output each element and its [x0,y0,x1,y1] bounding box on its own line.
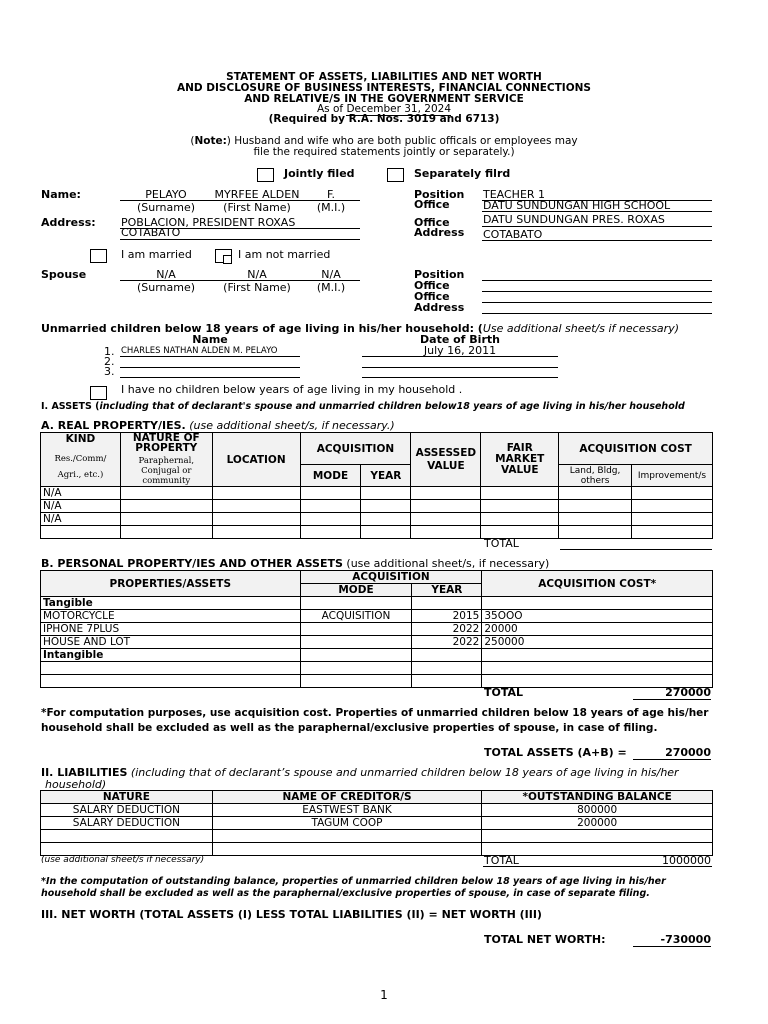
page-number: 1 [380,988,388,1002]
fair-cell[interactable] [481,513,559,526]
address-line1: POBLACION, PRESIDENT ROXAS [121,216,296,229]
assessed-cell[interactable] [411,487,481,500]
office-label: Office [414,198,450,211]
nature-cell[interactable]: SALARY DEDUCTION [41,817,213,830]
net-worth-title: III. NET WORTH (TOTAL ASSETS (I) LESS TOTAL LIABILITIES (II) = NET WORTH (III) [41,908,542,921]
year-cell[interactable] [412,675,482,688]
land-cell[interactable] [559,526,632,539]
spouse-position-label: Position [414,268,465,281]
jointly-filed-checkbox[interactable] [257,168,274,182]
nature-header [120,433,212,487]
pp-total-label: TOTAL [484,686,524,699]
note-line: (Note:) Husband and wife who are both public officals or employees may [190,135,578,147]
year-cell[interactable]: 2022 [412,636,482,649]
not-married-label: I am not married [238,248,331,261]
empty-cell [300,597,412,610]
improvement-header: Improvement/s [631,465,712,487]
spouse-position-underline [482,280,712,281]
balance-cell[interactable]: 800000 [482,804,713,817]
first-name-value: MYRFEE ALDEN [214,188,300,201]
improvement-cell[interactable] [631,487,712,500]
separately-filed-checkbox[interactable] [387,168,404,182]
table-row [41,636,713,649]
spouse-surname-caption: (Surname) [136,281,196,294]
table-row [41,623,713,636]
location-header: LOCATION [212,433,300,487]
child-name-underline2 [120,367,300,368]
personal-property-title-text: B. PERSONAL PROPERTY/IES AND OTHER ASSETS [41,557,343,570]
table-row [41,843,713,856]
spouse-first-name-caption: (First Name) [223,281,291,294]
spouse-first-name: N/A [247,268,267,281]
table-row [41,500,713,513]
form-title-line3: AND RELATIVE/S IN THE GOVERNMENT SERVICE [244,93,524,105]
assets-title [41,401,685,412]
child-dob-underline1 [362,356,558,357]
name-label: Name: [41,188,81,201]
improvement-cell[interactable] [631,513,712,526]
spouse-label: Spouse [41,268,87,281]
nature-cell[interactable] [120,526,212,539]
table-row [41,675,713,688]
nature-header-sub: Paraphernal, Conjugal or community [138,456,195,486]
child-name-underline1 [120,356,300,357]
form-title-line2: AND DISCLOSURE OF BUSINESS INTERESTS, FINANCIAL CONNECTIONS [177,82,591,94]
real-property-title [41,419,395,432]
real-property-title-text: A. REAL PROPERTY/IES. [41,419,186,432]
kind-cell[interactable] [41,526,121,539]
child-dob: July 16, 2011 [423,344,497,357]
married-checkbox[interactable] [90,249,107,263]
year-cell[interactable] [412,662,482,675]
properties-header: PROPERTIES/ASSETS [41,571,301,597]
fair-market-value-header: FAIR MARKET VALUE [481,433,559,487]
tangible-label: Tangible [41,597,301,610]
note-text: Husband and wife who are both public officals or employees may [230,135,578,147]
mode-cell[interactable] [300,662,412,675]
pp-year-header: YEAR [412,584,482,597]
assets-title-note: including that of declarant's spouse and unmarried children below18 years of age living in his/her household [99,401,685,412]
assessed-cell[interactable] [411,526,481,539]
pp-cost-header: ACQUISITION COST* [482,571,713,597]
nature-cell[interactable] [120,487,212,500]
nature-header: NATURE [41,791,213,804]
location-cell[interactable] [212,487,300,500]
liabilities-additional-note: (use additional sheet/s if necessary) [41,855,205,865]
empty-cell [300,649,412,662]
kind-cell[interactable]: N/A [41,500,121,513]
location-cell[interactable] [212,500,300,513]
creditor-cell[interactable] [212,843,482,856]
not-married-check-mark [223,255,232,264]
liabilities-title [41,766,679,779]
fair-cell[interactable] [481,500,559,513]
creditor-cell[interactable]: EASTWEST BANK [212,804,482,817]
real-property-title-note: (use additional sheet/s, if necessary.) [185,419,395,432]
spouse-office-label2: Office [414,290,450,303]
first-name-caption: (First Name) [223,201,291,214]
mode-cell[interactable] [300,487,361,500]
child-row-number: 3. [104,365,115,378]
child-name: CHARLES NATHAN ALDEN M. PELAYO [121,346,278,356]
kind-cell[interactable]: N/A [41,513,121,526]
child-row-number: 2. [104,355,115,368]
table-row [41,830,713,843]
acquisition-header: ACQUISITION [300,433,411,465]
land-cell[interactable] [559,500,632,513]
mi-value: F. [326,188,336,201]
as-of-date: December 31, 2024 [346,103,451,115]
asset-cell[interactable]: IPHONE 7PLUS [41,623,301,636]
liabilities-table [40,790,713,856]
spouse-mi: N/A [321,268,341,281]
nature-cell[interactable] [41,830,213,843]
mode-cell[interactable] [300,500,361,513]
address-line2: COTABATO [121,226,181,239]
spouse-surname: N/A [156,268,176,281]
address-label: Address: [41,216,96,229]
mode-cell[interactable] [300,675,412,688]
office-address-label1: Office [414,216,450,229]
jointly-filed-label: Jointly filed [284,167,355,180]
surname-caption: (Surname) [136,201,196,214]
personal-property-table [40,570,713,688]
liabilities-total-underline [483,866,712,867]
mode-cell[interactable] [300,636,412,649]
location-cell[interactable] [212,526,300,539]
note-text2: file the required statements jointly or separately.) [253,146,515,158]
table-row [41,513,713,526]
spouse-office-underline [482,291,712,292]
surname-value: PELAYO [145,188,187,201]
creditor-cell[interactable]: TAGUM COOP [212,817,482,830]
cost-cell[interactable]: 250000 [482,636,713,649]
fair-cell[interactable] [481,487,559,500]
table-row [41,804,713,817]
children-name-header: Name [192,333,228,346]
separately-filed-label: Separately filrd [414,167,511,180]
empty-cell [482,597,713,610]
real-property-table [40,432,713,539]
table-row [41,487,713,500]
personal-property-title-note: (use additional sheet/s, if necessary) [342,557,550,570]
year-header: YEAR [361,465,411,487]
pp-total-value: 270000 [633,686,711,700]
office-address-line1: DATU SUNDUNGAN PRES. ROXAS [483,213,665,226]
asset-cell[interactable]: MOTORCYCLE [41,610,301,623]
total-assets-label: TOTAL ASSETS (A+B) = [484,746,627,759]
liabilities-footnote1: *In the computation of outstanding balance, properties of unmarried children below 18 years of age living in his/her [41,876,666,887]
assessed-cell[interactable] [411,500,481,513]
creditor-header: NAME OF CREDITOR/S [212,791,482,804]
mi-caption: (M.I.) [316,201,346,214]
balance-cell[interactable] [482,830,713,843]
cost-cell[interactable] [482,662,713,675]
year-cell[interactable] [361,513,411,526]
location-cell[interactable] [212,513,300,526]
nature-cell[interactable]: SALARY DEDUCTION [41,804,213,817]
assets-title-text: I. ASSETS ( [41,401,100,412]
acquisition-cost-header: ACQUISITION COST [559,433,713,465]
table-row [41,526,713,539]
land-cell[interactable] [559,487,632,500]
office-value: DATU SUNDUNGAN HIGH SCHOOL [483,199,671,212]
total-net-worth-label: TOTAL NET WORTH: [484,933,606,946]
office-address-line2: COTABATO [483,228,543,241]
kind-header [41,433,121,487]
kind-header-sub: Res./Comm/ Agri., etc.) [54,454,107,480]
year-cell[interactable]: 2015 [412,610,482,623]
asset-cell[interactable] [41,662,301,675]
liabilities-total-label: TOTAL [484,854,519,867]
liabilities-footnote2: household shall be excluded as well as the paraphernal/exclusive properties of spouse, in case of separate filing. [41,888,650,899]
improvement-cell[interactable] [631,500,712,513]
assessed-value-header: ASSESSED VALUE [411,433,481,487]
cost-cell[interactable]: 35OOO [482,610,713,623]
year-cell[interactable] [361,526,411,539]
no-children-label: I have no children below years of age living in my household . [121,383,463,396]
total-net-worth-value: -730000 [633,933,711,947]
balance-cell[interactable]: 200000 [482,817,713,830]
spouse-address-label: Address [414,301,465,314]
year-cell[interactable]: 2022 [412,623,482,636]
land-header: Land, Bldg, others [559,465,632,487]
office-underline [482,211,712,212]
total-assets-value: 270000 [633,746,711,760]
improvement-cell[interactable] [631,526,712,539]
children-title-text: Unmarried children below 18 years of age living in his/her household: ( [41,322,483,335]
mode-cell[interactable] [300,623,412,636]
office-address-underline1 [482,226,712,227]
table-row [41,649,713,662]
liabilities-title-text: II. LIABILITIES [41,766,128,779]
personal-property-title [41,557,549,570]
real-property-total-underline [560,549,712,550]
child-dob-underline2 [362,367,558,368]
intangible-label: Intangible [41,649,301,662]
nature-cell[interactable] [41,843,213,856]
assessed-cell[interactable] [411,513,481,526]
position-label: Position [414,188,465,201]
creditor-cell[interactable] [212,830,482,843]
kind-header-label: KIND [65,433,96,445]
nature-header-label: NATURE OF PROPERTY [132,432,200,454]
empty-cell [412,649,482,662]
required-by: (Required by R.A. Nos. 3019 and 6713) [268,113,500,125]
office-address-label2: Address [414,226,465,239]
real-property-total-label: TOTAL [484,537,519,550]
table-row [41,610,713,623]
children-dob-header: Date of Birth [420,333,500,346]
position-value: TEACHER 1 [483,188,546,201]
child-dob-underline3 [362,377,558,378]
mode-cell[interactable] [300,513,361,526]
year-cell[interactable] [361,500,411,513]
pp-acquisition-header: ACQUISITION [300,571,482,584]
married-label: I am married [121,248,192,261]
pp-mode-header: MODE [300,584,412,597]
spouse-address-underline [482,313,712,314]
balance-header: *OUTSTANDING BALANCE [482,791,713,804]
nature-cell[interactable] [120,513,212,526]
kind-cell[interactable]: N/A [41,487,121,500]
mode-header: MODE [300,465,361,487]
spouse-office-label: Office [414,279,450,292]
cost-cell[interactable]: 20000 [482,623,713,636]
form-title-line1: STATEMENT OF ASSETS, LIABILITIES AND NET WORTH [226,71,542,83]
asset-cell[interactable] [41,675,301,688]
empty-cell [482,649,713,662]
table-row [41,817,713,830]
liabilities-title-note2: household) [45,778,107,791]
liabilities-total-value: 1000000 [662,854,711,867]
pp-footnote: *For computation purposes, use acquisition cost. Properties of unmarried children below 18 years of age his/her household shall be excluded as well as the paraphernal/exclusive properties of spouse, in case of filing. [41,707,709,734]
table-row [41,597,713,610]
spouse-mi-caption: (M.I.) [316,281,346,294]
no-children-checkbox[interactable] [90,386,107,400]
year-cell[interactable] [361,487,411,500]
empty-cell [412,597,482,610]
address-underline2 [120,239,360,240]
mode-cell[interactable] [300,526,361,539]
as-of-label: As of [316,103,344,115]
spouse-office-address-underline [482,302,712,303]
liabilities-title-note: (including that of declarant’s spouse and unmarried children below 18 years of age living in his/her [127,766,679,779]
asset-cell[interactable]: HOUSE AND LOT [41,636,301,649]
land-cell[interactable] [559,513,632,526]
child-row-number: 1. [104,345,115,358]
table-row [41,662,713,675]
mode-cell[interactable]: ACQUISITION [300,610,412,623]
child-name-underline3 [120,377,300,378]
office-address-underline2 [482,240,712,241]
nature-cell[interactable] [120,500,212,513]
children-title-note: Use additional sheet/s if necessary) [482,322,679,335]
note-label: Note: [194,135,227,147]
